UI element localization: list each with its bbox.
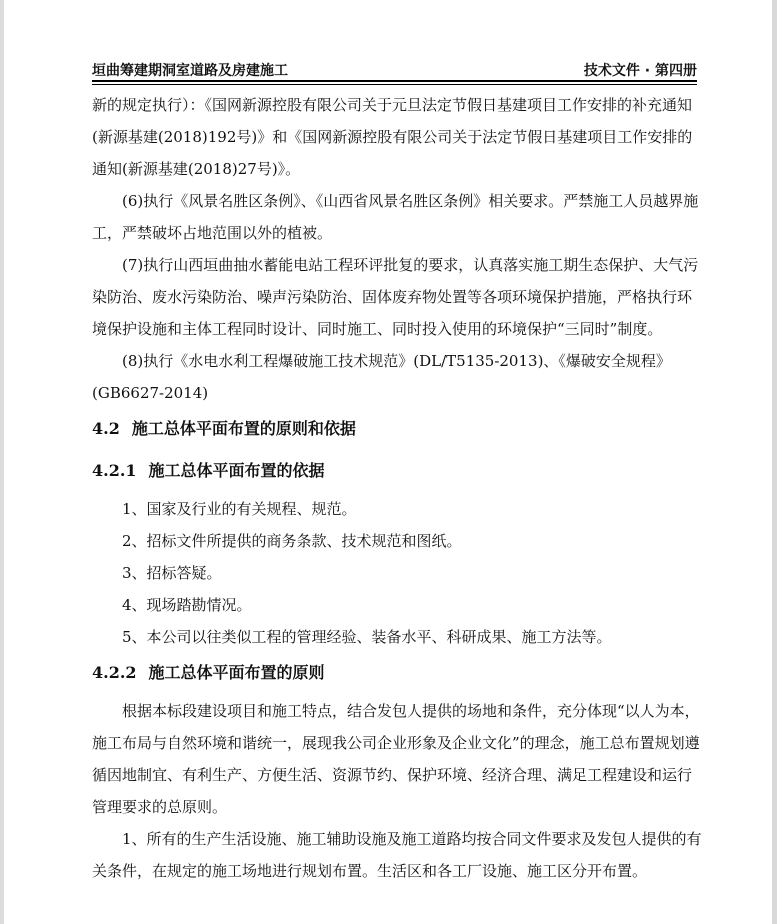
paragraph-item-7: (7)执行山西垣曲抽水蓄能电站工程环评批复的要求，认真落实施工期生态保护、大气污染防治、废水污染防治、噪声污染防治、固体废弃物处置等各项环境保护措施，严格执行环境保护设施和主体工程同时设计、同时施工、同时投入使用的环境保护“三同时”制度。 (92, 256, 699, 338)
section-number: 4.2.2 (92, 663, 137, 682)
header-rule-thick (92, 80, 697, 82)
header-project-title: 垣曲筹建期洞室道路及房建施工 (92, 63, 288, 79)
section-heading-4-2-1 (92, 451, 702, 493)
document-body (92, 89, 702, 887)
paragraph-item-6: (6)执行《风景名胜区条例》、《山西省风景名胜区条例》相关要求。严禁施工人员越界施工，严禁破坏占地范围以外的植被。 (92, 192, 699, 242)
section-heading-4-2-2 (92, 653, 702, 695)
paragraph-principle-item-1: 1、所有的生产生活设施、施工辅助设施及施工道路均按合同文件要求及发包人提供的有关条件，在规定的施工场地进行规划布置。生活区和各工厂设施、施工区分开布置。 (92, 830, 702, 880)
list-item: 5、本公司以往类似工程的管理经验、装备水平、科研成果、施工方法等。 (122, 628, 612, 646)
section-title: 施工总体平面布置的依据 (148, 461, 325, 480)
scrollbar-track[interactable] (772, 0, 777, 924)
section-title: 施工总体平面布置的原则和依据 (131, 419, 356, 438)
paragraph-continued: 新的规定执行）：《国网新源控股有限公司关于元旦法定节假日基建项目工作安排的补充通知(新源基建(2018)192号)》和《国网新源控股有限公司关于法定节假日基建项目工作安排的通知(新源基建(2018)27号)》。 (92, 96, 693, 178)
header-rule-thin (92, 84, 697, 85)
list-item: 2、招标文件所提供的商务条款、技术规范和图纸。 (122, 532, 462, 550)
list-item: 1、国家及行业的有关规程、规范。 (122, 500, 357, 518)
section-number: 4.2.1 (92, 461, 137, 480)
paragraph-principle: 根据本标段建设项目和施工特点，结合发包人提供的场地和条件，充分体现“以人为本，施工布局与自然环境和谐统一，展现我公司企业形象及企业文化”的理念，施工总布置规划遵循因地制宜、有利生产、方便生活、资源节约、保护环境、经济合理、满足工程建设和运行管理要求的总原则。 (92, 702, 700, 816)
page-header (92, 57, 697, 79)
section-number: 4.2 (92, 419, 120, 438)
section-heading-4-2 (92, 409, 702, 451)
header-document-volume: 技术文件 · 第四册 (583, 63, 697, 79)
page-left-edge (0, 0, 4, 924)
list-item: 3、招标答疑。 (122, 564, 222, 582)
section-title: 施工总体平面布置的原则 (148, 663, 325, 682)
list-item: 4、现场踏勘情况。 (122, 596, 252, 614)
paragraph-item-8: (8)执行《水电水利工程爆破施工技术规范》(DL/T5135-2013)、《爆破安全规程》(GB6627-2014) (92, 352, 671, 402)
